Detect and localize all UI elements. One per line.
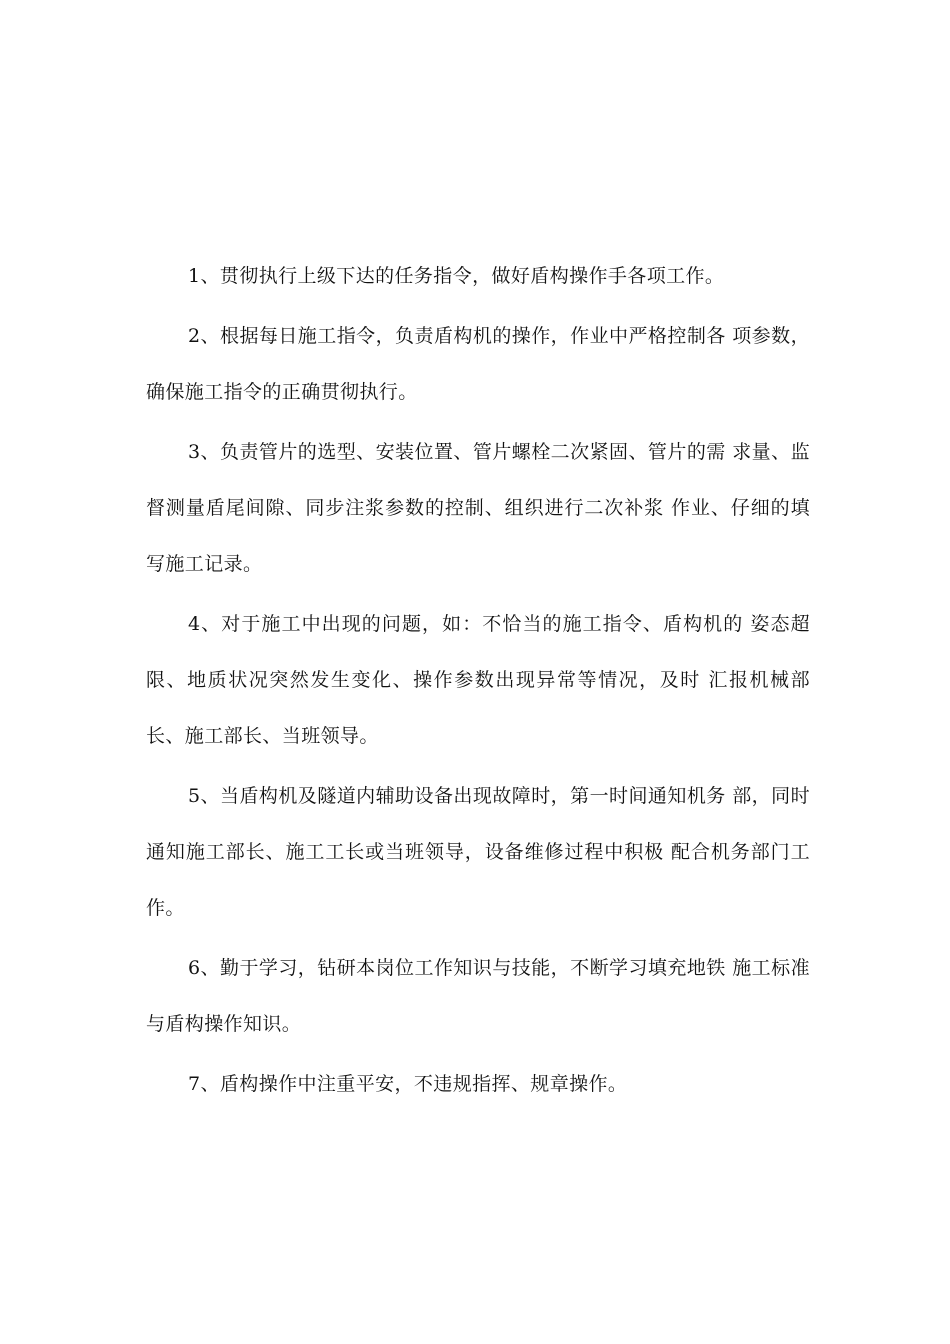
document-body [146, 248, 810, 1116]
paragraph-5: 5、当盾构机及隧道内辅助设备出现故障时，第一时间通知机务 部，同时通知施工部长、施工工长或当班领导，设备维修过程中积极 配合机务部门工作。 [146, 785, 810, 919]
paragraph-2: 2、根据每日施工指令，负责盾构机的操作，作业中严格控制各 项参数，确保施工指令的正确贯彻执行。 [146, 325, 810, 403]
paragraph-4: 4、对于施工中出现的问题，如：不恰当的施工指令、盾构机的 姿态超限、地质状况突然发生变化、操作参数出现异常等情况，及时 汇报机械部长、施工部长、当班领导。 [146, 613, 810, 747]
paragraph-3: 3、负责管片的选型、安装位置、管片螺栓二次紧固、管片的需 求量、监督测量盾尾间隙、同步注浆参数的控制、组织进行二次补浆 作业、仔细的填写施工记录。 [146, 441, 810, 575]
paragraph-6: 6、勤于学习，钻研本岗位工作知识与技能，不断学习填充地铁 施工标准与盾构操作知识。 [146, 957, 810, 1035]
paragraph-7: 7、盾构操作中注重平安，不违规指挥、规章操作。 [188, 1073, 628, 1095]
paragraph-1: 1、贯彻执行上级下达的任务指令，做好盾构操作手各项工作。 [188, 265, 725, 287]
